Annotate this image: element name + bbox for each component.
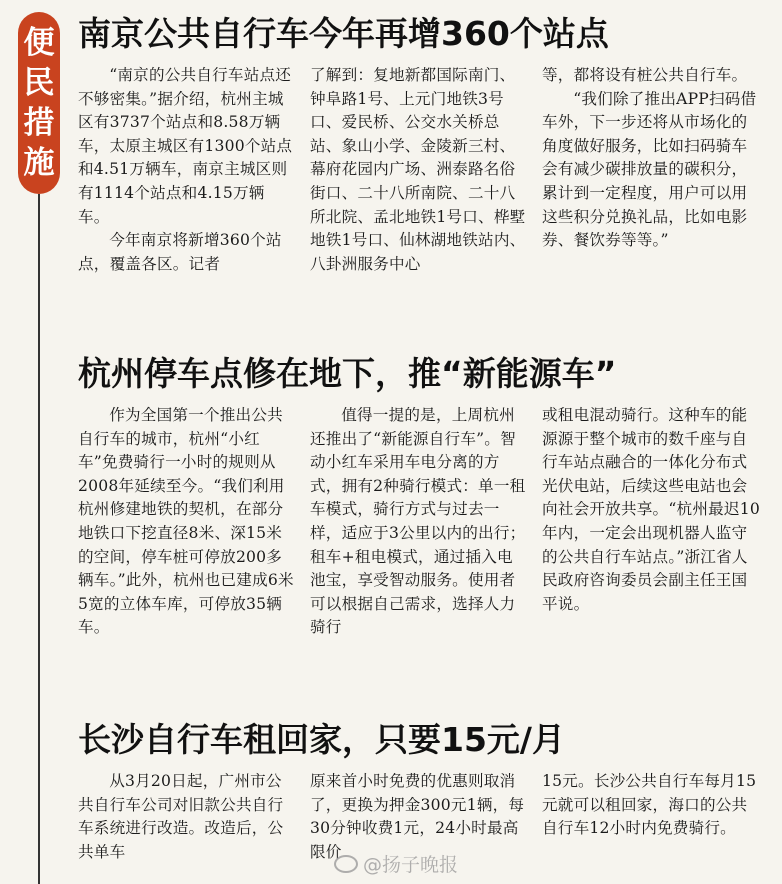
paragraph: 等，都将设有桩公共自行车。 — [542, 66, 748, 84]
article-1-column-1 — [78, 64, 296, 276]
article-1-column-3 — [542, 64, 760, 253]
article-2-column-2 — [310, 404, 528, 640]
article-1-headline: 南京公共自行车今年再增360个站点 — [78, 14, 609, 53]
paragraph: 原来首小时免费的优惠则取消了，更换为押金300元1辆，每30分钟收费1元，24小时最高限价 — [310, 772, 525, 861]
paragraph: “我们除了推出APP扫码借车外，下一步还将从市场化的角度做好服务，比如扫码骑车会有减少碳排放量的碳积分，累计到一定程度，用户可以用这些积分兑换礼品，比如电影券、餐饮券等等。” — [542, 89, 757, 250]
watermark-text: @扬子晚报 — [363, 854, 459, 876]
weibo-icon — [334, 855, 358, 873]
article-1-column-2 — [310, 64, 528, 276]
paragraph: 作为全国第一个推出公共自行车的城市，杭州“小红车”免费骑行一小时的规则从2008年延续至今。“我们利用杭州修建地铁的契机，在部分地铁口下挖直径8米、深15米的空间，停车桩可停放200多辆车。”此外，杭州也已建成6米5宽的立体车库，可停放35辆车。 — [78, 406, 294, 637]
paragraph: 从3月20日起，广州市公共自行车公司对旧款公共自行车系统进行改造。改造后，公共单车 — [78, 772, 284, 861]
paragraph: 今年南京将新增360个站点，覆盖各区。记者 — [78, 231, 282, 273]
article-2-column-3 — [542, 404, 760, 616]
watermark — [334, 850, 458, 877]
paragraph: 值得一提的是，上周杭州还推出了“新能源自行车”。智动小红车采用车电分离的方式，拥有2种骑行模式：单一租车模式，骑行方式与过去一样，适应于3公里以内的出行；租车+租电模式，通过插入电池宝，享受智动服务。使用者可以根据自己需求，选择人力骑行 — [310, 406, 526, 637]
section-label-char: 措 — [23, 105, 55, 141]
article-2-headline: 杭州停车点修在地下，推“新能源车” — [78, 354, 617, 393]
paragraph: 了解到：复地新都国际南门、钟阜路1号、上元门地铁3号口、爱民桥、公交水关桥总站、象山小学、金陵新三村、幕府花园内广场、洲泰路名俗街口、二十八所南院、二十八所北院、孟北地铁1号口、桦墅地铁1号口、仙林湖地铁站内、八卦洲服务中心 — [310, 66, 526, 273]
section-label-badge — [18, 12, 60, 194]
section-label-char: 便 — [23, 25, 55, 61]
paragraph: 或租电混动骑行。这种车的能源源于整个城市的数千座与自行车站点融合的一体化分布式光伏电站，后续这些电站也会向社会开放共享。“杭州最迟10年内，一定会出现机器人监守的公共自行车站点。”浙江省人民政府咨询委员会副主任王国平说。 — [542, 406, 760, 613]
section-label-char: 施 — [23, 145, 55, 181]
paragraph: “南京的公共自行车站点还不够密集。”据介绍，杭州主城区有3737个站点和8.58万辆车，太原主城区有1300个站点和4.51万辆车，南京主城区则有1114个站点和4.15万辆车。 — [78, 66, 293, 226]
article-2-column-1 — [78, 404, 296, 640]
article-3-column-1 — [78, 770, 296, 864]
article-3-headline: 长沙自行车租回家，只要15元/月 — [78, 720, 565, 759]
article-3-column-3 — [542, 770, 760, 841]
side-divider-line — [38, 194, 40, 884]
paragraph: 15元。长沙公共自行车每月15元就可以租回家，海口的公共自行车12小时内免费骑行。 — [542, 772, 757, 838]
section-label-char: 民 — [23, 65, 55, 101]
